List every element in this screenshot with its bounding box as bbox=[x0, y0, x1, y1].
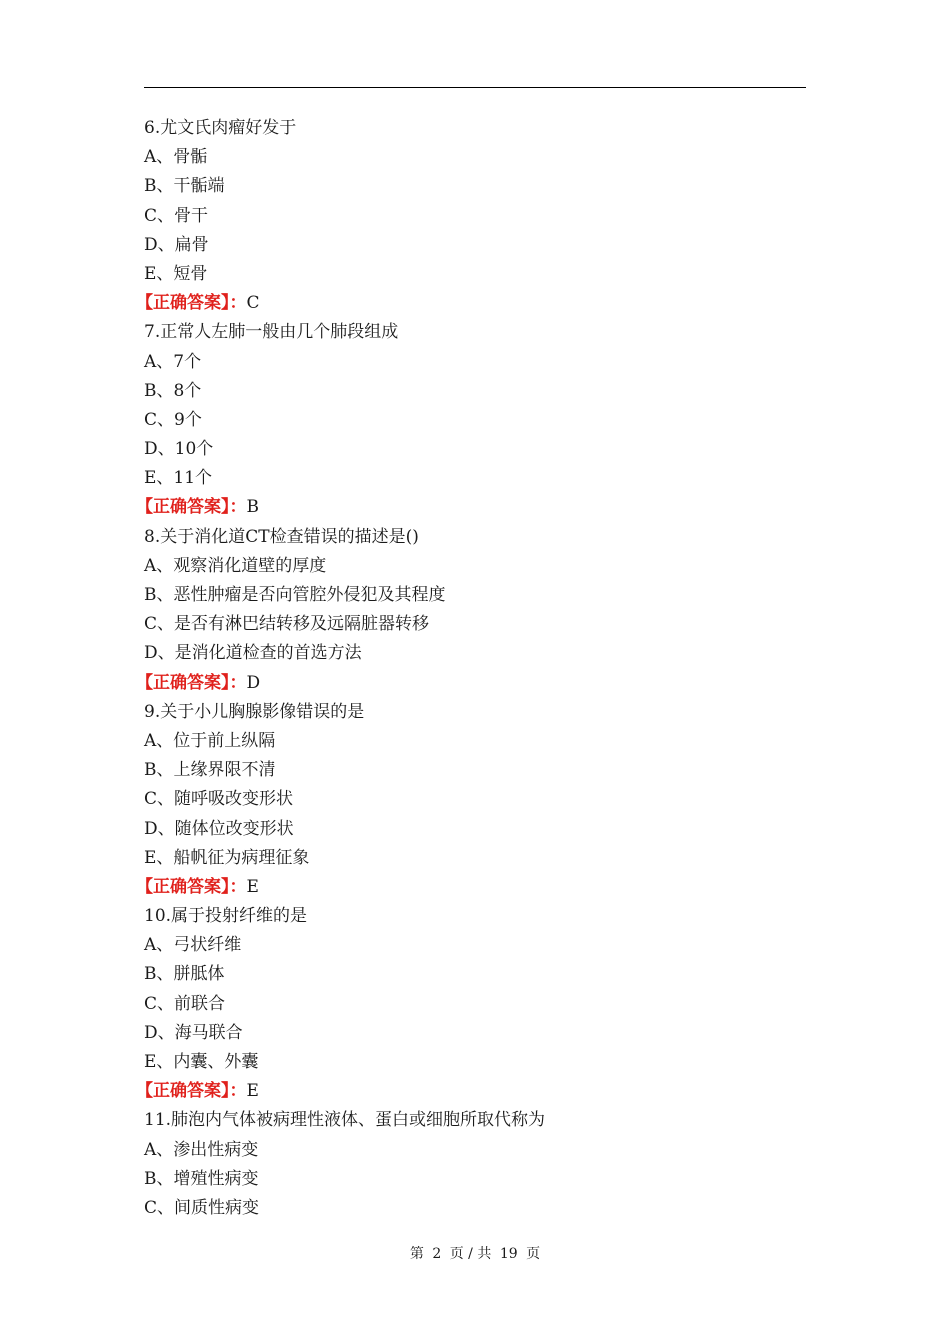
answer-value: E bbox=[246, 876, 259, 897]
option-d: D、10个 bbox=[144, 439, 214, 460]
footer-prefix: 第 bbox=[409, 1246, 424, 1262]
option-b: B、8个 bbox=[144, 380, 202, 401]
option-b: B、干骺端 bbox=[144, 176, 225, 197]
answer-value: D bbox=[246, 672, 261, 693]
option-a: A、位于前上纵隔 bbox=[144, 730, 276, 751]
option-c: C、随呼吸改变形状 bbox=[144, 789, 294, 810]
question-stem: 11.肺泡内气体被病理性液体、蛋白或细胞所取代称为 bbox=[144, 1110, 546, 1131]
option-d: D、扁骨 bbox=[144, 234, 209, 255]
option-b: B、胼胝体 bbox=[144, 964, 225, 985]
option-e: E、内囊、外囊 bbox=[144, 1052, 259, 1072]
answer-line bbox=[136, 289, 806, 318]
option-a: A、7个 bbox=[144, 351, 202, 372]
answer-label: 【正确答案】： bbox=[136, 672, 247, 693]
answer-line bbox=[136, 873, 806, 902]
option-c: C、9个 bbox=[144, 409, 202, 430]
question-stem: 8.关于消化道CT检查错误的描述是() bbox=[144, 526, 419, 547]
answer-line bbox=[136, 669, 806, 698]
option-a: A、弓状纤维 bbox=[144, 935, 242, 956]
option-a: A、渗出性病变 bbox=[144, 1139, 259, 1160]
option-b: B、增殖性病变 bbox=[144, 1168, 259, 1189]
page-footer bbox=[0, 1243, 950, 1263]
answer-value: E bbox=[246, 1081, 259, 1102]
question-stem: 6.尤文氏肉瘤好发于 bbox=[144, 118, 297, 138]
option-e: E、船帆征为病理征象 bbox=[144, 847, 310, 868]
answer-line bbox=[136, 493, 806, 522]
option-a: A、观察消化道壁的厚度 bbox=[144, 555, 327, 576]
question-stem: 10.属于投射纤维的是 bbox=[144, 906, 308, 927]
option-c: C、骨干 bbox=[144, 205, 209, 226]
answer-value: C bbox=[246, 293, 260, 314]
answer-label: 【正确答案】： bbox=[136, 293, 247, 314]
option-c: C、间质性病变 bbox=[144, 1197, 260, 1218]
footer-mid: 页 / 共 bbox=[449, 1246, 492, 1262]
option-c: C、是否有淋巴结转移及远隔脏器转移 bbox=[144, 614, 430, 635]
header-rule bbox=[144, 87, 806, 88]
footer-suffix: 页 bbox=[526, 1246, 541, 1262]
option-b: B、上缘界限不清 bbox=[144, 760, 276, 781]
option-d: D、海马联合 bbox=[144, 1022, 243, 1043]
option-a: A、骨骺 bbox=[144, 147, 208, 168]
footer-current-page: 2 bbox=[432, 1246, 442, 1262]
footer-total-pages: 19 bbox=[499, 1246, 518, 1262]
option-b: B、恶性肿瘤是否向管腔外侵犯及其程度 bbox=[144, 585, 446, 605]
question-list bbox=[136, 114, 806, 1223]
answer-label: 【正确答案】： bbox=[136, 1081, 247, 1102]
answer-label: 【正确答案】： bbox=[136, 876, 247, 897]
answer-line bbox=[136, 1077, 806, 1106]
question-stem: 7.正常人左肺一般由几个肺段组成 bbox=[144, 322, 399, 343]
option-e: E、11个 bbox=[144, 468, 213, 489]
option-d: D、是消化道检查的首选方法 bbox=[144, 643, 362, 664]
answer-value: B bbox=[246, 497, 259, 518]
option-e: E、短骨 bbox=[144, 263, 208, 284]
option-d: D、随体位改变形状 bbox=[144, 818, 294, 839]
question-stem: 9.关于小儿胸腺影像错误的是 bbox=[144, 701, 365, 722]
option-c: C、前联合 bbox=[144, 993, 226, 1014]
answer-label: 【正确答案】： bbox=[136, 497, 247, 518]
